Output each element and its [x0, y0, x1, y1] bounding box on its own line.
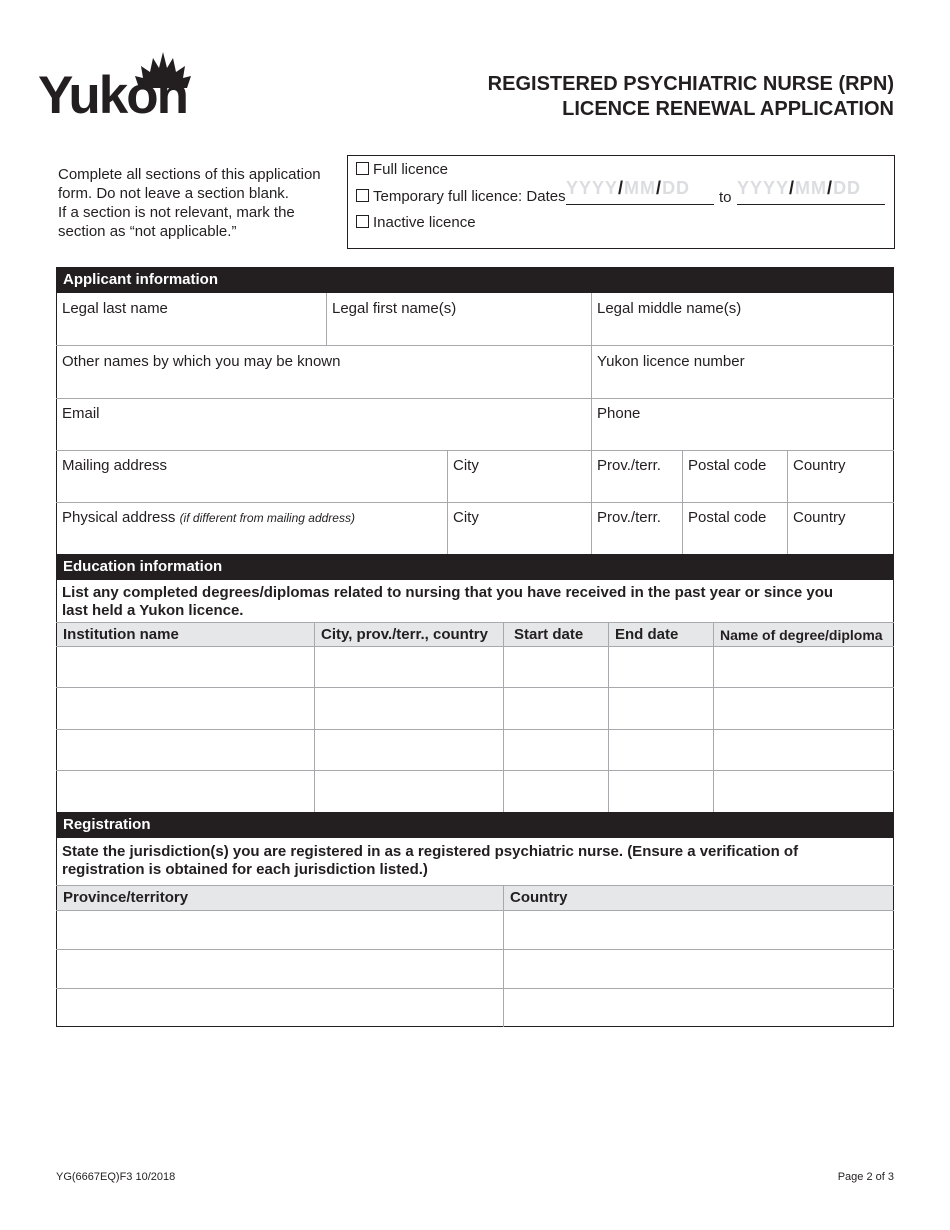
licence-number-field[interactable] — [591, 346, 894, 398]
physical-address-label: Physical address — [62, 509, 176, 526]
col-country: Country — [504, 886, 893, 910]
registration-instructions — [56, 838, 894, 885]
country-label: Country — [793, 457, 846, 474]
registration-row[interactable] — [56, 911, 894, 949]
applicant-section-header — [56, 267, 894, 293]
physical-city-field[interactable] — [447, 502, 591, 554]
registration-row[interactable] — [56, 989, 894, 1026]
education-instruction-line: last held a Yukon licence. — [62, 602, 244, 619]
first-name-field[interactable] — [326, 293, 591, 345]
city-label: City — [453, 457, 479, 474]
education-header-label: Education information — [56, 554, 894, 580]
registration-header-label: Registration — [56, 812, 894, 838]
postal-label: Postal code — [688, 509, 767, 526]
postal-label: Postal code — [688, 457, 767, 474]
prov-label: Prov./terr. — [597, 457, 661, 474]
mailing-address-field[interactable] — [56, 450, 447, 502]
physical-prov-field[interactable] — [591, 502, 682, 554]
temporary-licence-label: Temporary full licence: Dates — [373, 188, 566, 205]
mailing-country-field[interactable] — [787, 450, 894, 502]
col-institution-name: Institution name — [57, 623, 314, 646]
email-field[interactable] — [56, 398, 591, 450]
country-label: Country — [793, 509, 846, 526]
mailing-address-label: Mailing address — [62, 457, 168, 474]
registration-instruction-line: registration is obtained for each jurisdiction listed.) — [62, 861, 428, 878]
education-section-header — [56, 554, 894, 580]
middle-name-label: Legal middle name(s) — [597, 300, 742, 317]
city-label: City — [453, 509, 479, 526]
other-names-field[interactable] — [56, 346, 591, 398]
inactive-licence-label: Inactive licence — [373, 214, 476, 231]
end-date-field[interactable]: YYYY/MM/DD — [737, 178, 885, 205]
col-degree-name: Name of degree/diploma — [714, 623, 893, 646]
applicant-header-label: Applicant information — [56, 267, 894, 293]
last-name-field[interactable] — [56, 293, 326, 345]
col-city-prov-country: City, prov./terr., country — [315, 623, 503, 646]
phone-field[interactable] — [591, 398, 894, 450]
last-name-label: Legal last name — [62, 300, 168, 317]
form-code: YG(6667EQ)F3 10/2018 — [56, 1171, 176, 1183]
physical-address-note: (if different from mailing address) — [179, 511, 355, 525]
middle-name-field[interactable] — [591, 293, 894, 345]
instruction-line: form. Do not leave a section blank. — [58, 185, 289, 202]
title-line-2: LICENCE RENEWAL APPLICATION — [562, 98, 894, 120]
first-name-label: Legal first name(s) — [332, 300, 457, 317]
registration-section-header — [56, 812, 894, 838]
prov-label: Prov./terr. — [597, 509, 661, 526]
email-label: Email — [62, 405, 100, 422]
phone-label: Phone — [597, 405, 641, 422]
instruction-line: Complete all sections of this application — [58, 166, 321, 183]
title-line-1: REGISTERED PSYCHIATRIC NURSE (RPN) — [487, 73, 894, 95]
mailing-city-field[interactable] — [447, 450, 591, 502]
education-row[interactable] — [56, 771, 894, 812]
licence-number-label: Yukon licence number — [597, 353, 745, 370]
registration-row[interactable] — [56, 950, 894, 988]
start-date-field[interactable]: YYYY/MM/DD — [566, 178, 714, 205]
full-licence-label: Full licence — [373, 161, 449, 178]
education-row[interactable] — [56, 647, 894, 687]
education-row[interactable] — [56, 730, 894, 770]
education-row[interactable] — [56, 688, 894, 729]
physical-postal-field[interactable] — [682, 502, 787, 554]
col-province-territory: Province/territory — [57, 886, 503, 910]
education-instruction-line: List any completed degrees/diplomas related to nursing that you have received in the past year or since you — [62, 584, 834, 601]
to-label: to — [719, 189, 732, 206]
instruction-line: section as “not applicable.” — [58, 223, 237, 240]
col-start-date: Start date — [504, 623, 608, 646]
instruction-line: If a section is not relevant, mark the — [58, 204, 295, 221]
mailing-prov-field[interactable] — [591, 450, 682, 502]
col-end-date: End date — [609, 623, 713, 646]
page-number: Page 2 of 3 — [837, 1171, 894, 1183]
mailing-postal-field[interactable] — [682, 450, 787, 502]
other-names-label: Other names by which you may be known — [62, 353, 341, 370]
physical-country-field[interactable] — [787, 502, 894, 554]
education-instructions — [56, 580, 894, 622]
registration-instruction-line: State the jurisdiction(s) you are registered in as a registered psychiatric nurse. (Ensure a verification of — [62, 843, 799, 860]
logo-wordmark: Yukon — [38, 66, 188, 125]
physical-address-field[interactable] — [56, 502, 447, 554]
